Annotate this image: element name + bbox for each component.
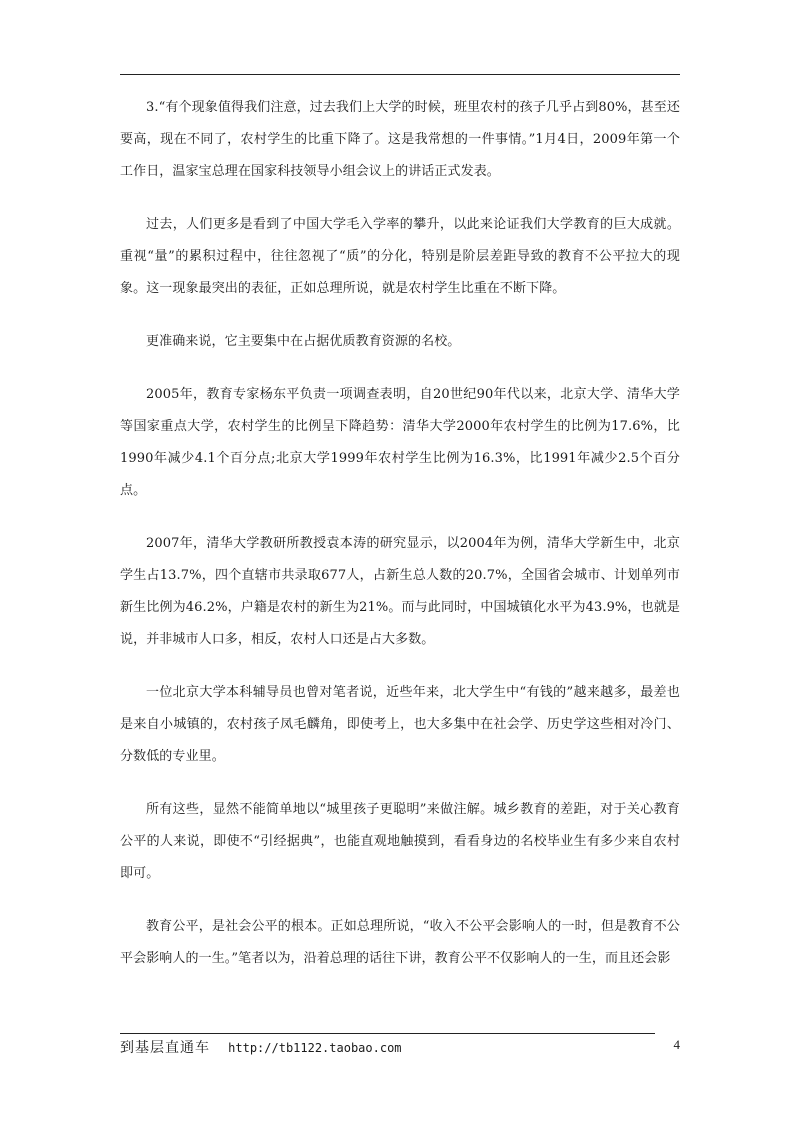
paragraph-3: 更准确来说，它主要集中在占据优质教育资源的名校。 [146,334,461,349]
paragraph-8: 教育公平，是社会公平的根本。正如总理所说，“收入不公平会影响人的一时，但是教育不公平会影响人的一生。”笔者以为，沿着总理的话往下讲，教育公平不仅影响人的一生，而且还会影 [120,919,680,966]
paragraph-4: 2005年，教育专家杨东平负责一项调查表明，自20世纪90年代以来，北京大学、清华大学等国家重点大学，农村学生的比例呈下降趋势：清华大学2000年农村学生的比例为17.6%，比1990年减少4.1个百分点;北京大学1999年农村学生比例为16.3%，比1991年减少2.5个百分点。 [120,387,680,498]
document-body [120,92,680,996]
paragraph-6: 一位北京大学本科辅导员也曾对笔者说，近些年来，北大学生中“有钱的”越来越多，最差也是来自小城镇的，农村孩子凤毛麟角，即使考上，也大多集中在社会学、历史学这些相对冷门、分数低的专业里。 [120,685,680,764]
footer-url-link[interactable]: http://tb1122.taobao.com [228,1041,402,1055]
page-number: 4 [673,1037,680,1052]
paragraph-5: 2007年，清华大学教研所教授袁本涛的研究显示，以2004年为例，清华大学新生中，北京学生占13.7%，四个直辖市共录取677人，占新生总人数的20.7%，全国省会城市、计划单列市新生比例为46.2%，户籍是农村的新生为21%。而与此同时，中国城镇化水平为43.9%，也就是说，并非城市人口多，相反，农村人口还是占大多数。 [120,536,680,647]
paragraph-2: 过去，人们更多是看到了中国大学毛入学率的攀升，以此来论证我们大学教育的巨大成就。重视“量”的累积过程中，往往忽视了“质”的分化，特别是阶层差距导致的教育不公平拉大的现象。这一现象最突出的表征，正如总理所说，就是农村学生比重在不断下降。 [120,217,680,296]
footer-rule [120,1033,655,1034]
footer-brand: 到基层直通车 [120,1040,210,1056]
paragraph-1: 3.“有个现象值得我们注意，过去我们上大学的时候，班里农村的孩子几乎占到80%，甚至还要高，现在不同了，农村学生的比重下降了。这是我常想的一件事情。”1月4日，2009年第一个工作日，温家宝总理在国家科技领导小组会议上的讲话正式发表。 [120,100,680,179]
header-rule [120,74,680,75]
paragraph-7: 所有这些，显然不能简单地以“城里孩子更聪明”来做注解。城乡教育的差距，对于关心教育公平的人来说，即使不“引经据典”，也能直观地触摸到，看看身边的名校毕业生有多少来自农村即可。 [120,802,680,881]
page-footer [120,1037,680,1057]
